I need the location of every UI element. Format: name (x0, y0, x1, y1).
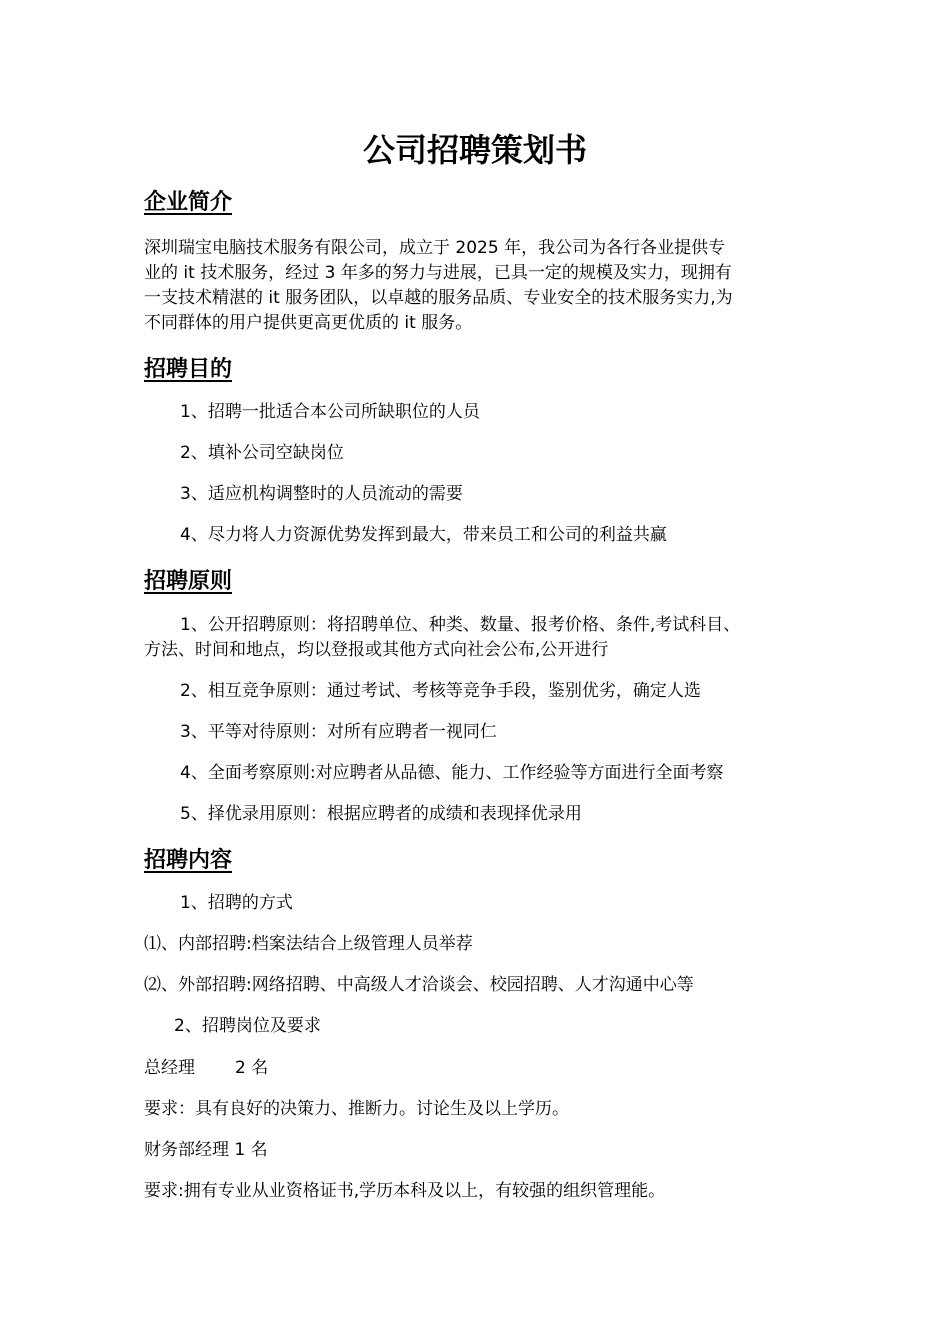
principle-item: 5、择优录用原则：根据应聘者的成绩和表现择优录用 (180, 804, 582, 824)
intro-line: 业的 it 技术服务，经过 3 年多的努力与进展，已具一定的规模及实力，现拥有 (144, 263, 732, 283)
position-gm (144, 1056, 268, 1081)
position-gm-role: 总经理 (144, 1058, 195, 1078)
positions-title: 2、招聘岗位及要求 (174, 1016, 321, 1036)
position-gm-count: 2 名 (235, 1058, 269, 1078)
position-fm: 财务部经理 1 名 (144, 1140, 268, 1160)
principle-item: 2、相互竞争原则：通过考试、考核等竞争手段，鉴别优劣，确定人选 (180, 681, 701, 701)
principle-item: 4、全面考察原则:对应聘者从品德、能力、工作经验等方面进行全面考察 (180, 763, 724, 783)
purpose-item: 1、招聘一批适合本公司所缺职位的人员 (180, 402, 480, 422)
document-title: 公司招聘策划书 (362, 131, 587, 169)
recruit-method-title: 1、招聘的方式 (180, 893, 293, 913)
position-fm-requirement: 要求:拥有专业从业资格证书,学历本科及以上，有较强的组织管理能。 (144, 1181, 666, 1201)
intro-line: 深圳瑞宝电脑技术服务有限公司，成立于 2025 年，我公司为各行各业提供专 (144, 238, 726, 258)
principle-item: 1、公开招聘原则：将招聘单位、种类、数量、报考价格、条件,考试科目、 (180, 615, 741, 635)
section-heading-principles: 招聘原则 (144, 569, 233, 594)
position-gm-requirement: 要求：具有良好的决策力、推断力。讨论生及以上学历。 (144, 1099, 569, 1119)
purpose-item: 4、尽力将人力资源优势发挥到最大，带来员工和公司的利益共赢 (180, 525, 667, 545)
purpose-item: 3、适应机构调整时的人员流动的需要 (180, 484, 463, 504)
section-heading-content: 招聘内容 (144, 848, 233, 873)
principle-item: 3、平等对待原则：对所有应聘者一视同仁 (180, 722, 497, 742)
document-page (144, 0, 806, 1344)
principle-item-continuation: 方法、时间和地点，均以登报或其他方式向社会公布,公开进行 (144, 640, 609, 660)
intro-line: 不同群体的用户提供更高更优质的 it 服务。 (144, 313, 473, 333)
section-heading-purpose: 招聘目的 (144, 357, 233, 382)
internal-recruitment: ⑴、内部招聘:档案法结合上级管理人员举荐 (144, 934, 473, 954)
section-heading-intro: 企业简介 (144, 190, 233, 215)
external-recruitment: ⑵、外部招聘:网络招聘、中高级人才洽谈会、校园招聘、人才沟通中心等 (144, 975, 694, 995)
purpose-item: 2、填补公司空缺岗位 (180, 443, 344, 463)
intro-line: 一支技术精湛的 it 服务团队，以卓越的服务品质、专业安全的技术服务实力,为 (144, 288, 733, 308)
